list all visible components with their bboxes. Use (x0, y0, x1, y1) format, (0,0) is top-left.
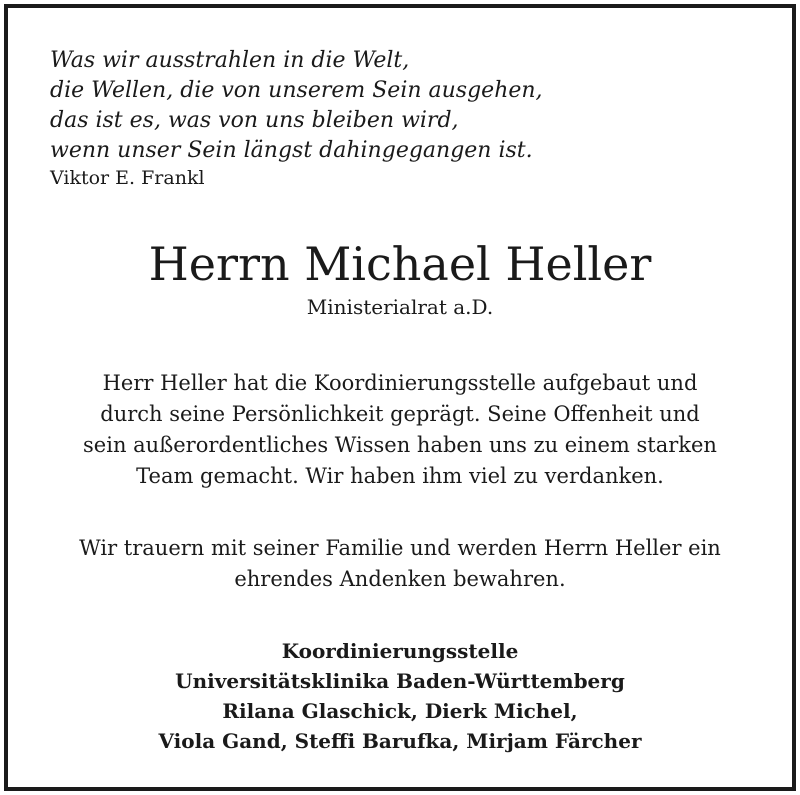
condolence-line: Wir trauern mit seiner Familie und werden Herrn Heller ein (79, 536, 721, 560)
epigraph-quote (50, 46, 543, 192)
deceased-title: Ministerialrat a.D. (306, 295, 494, 319)
tribute-line: durch seine Persönlichkeit geprägt. Seine Offenheit und (100, 402, 700, 426)
signer-line: Rilana Glaschick, Dierk Michel, (222, 699, 578, 723)
signer-line: Viola Gand, Steffi Barufka, Mirjam Färcher (158, 729, 642, 753)
quote-line: Was wir ausstrahlen in die Welt, (50, 48, 410, 73)
tribute-line: Team gemacht. Wir haben ihm viel zu verdanken. (136, 464, 664, 488)
quote-line: wenn unser Sein längst dahingegangen ist. (50, 138, 533, 163)
tribute-line: Herr Heller hat die Koordinierungsstelle aufgebaut und (102, 371, 698, 395)
signer-line: Universitätsklinika Baden-Württemberg (175, 669, 625, 693)
quote-author: Viktor E. Frankl (50, 167, 205, 189)
quote-line: das ist es, was von uns bleiben wird, (50, 108, 459, 133)
quote-line: die Wellen, die von unserem Sein ausgehen, (50, 78, 543, 103)
tribute-paragraph (8, 368, 792, 492)
obituary-notice (4, 4, 796, 791)
deceased-name: Herrn Michael Heller (148, 237, 652, 291)
condolence-paragraph (8, 533, 792, 595)
signer-line: Koordinierungsstelle (281, 639, 519, 663)
tribute-line: sein außerordentliches Wissen haben uns zu einem starken (83, 433, 717, 457)
condolence-line: ehrendes Andenken bewahren. (234, 567, 566, 591)
signers-block (8, 636, 792, 756)
